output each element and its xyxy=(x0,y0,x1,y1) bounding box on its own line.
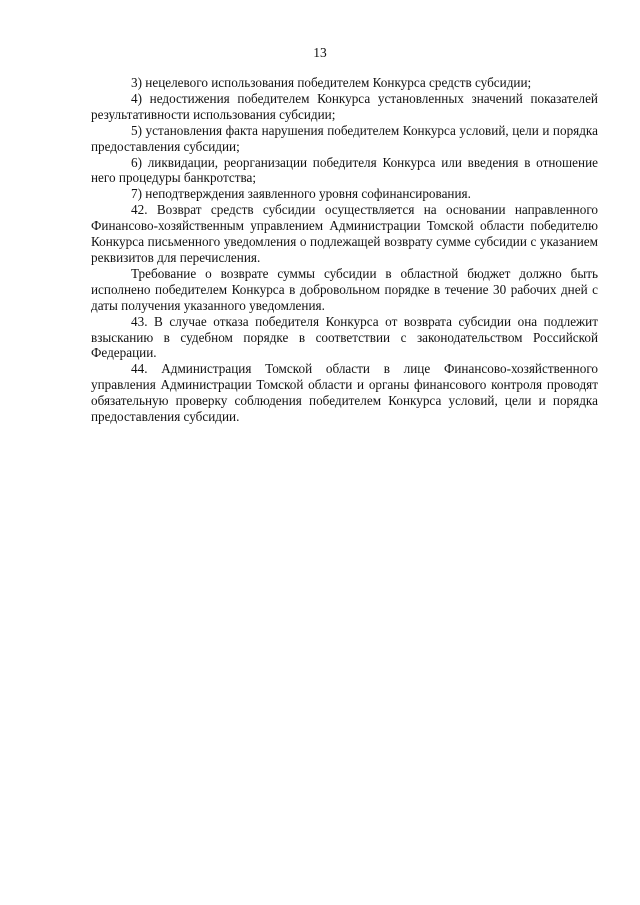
document-body xyxy=(91,75,598,425)
list-item-3-misuse: 3) нецелевого использования победителем Конкурса средств субсидии; xyxy=(131,75,532,90)
clause-42-requirement: Требование о возврате суммы субсидии в областной бюджет должно быть исполнено победителем Конкурса в добровольном порядке в течение 30 рабочих дней с даты получения указанного уведомления. xyxy=(91,265,598,313)
clause-43-court-recovery: 43. В случае отказа победителя Конкурса от возврата субсидии она подлежит взысканию в судебном порядке в соответствии с законодательством Российской Федерации. xyxy=(91,313,598,361)
list-item-7-cofinancing: 7) неподтверждения заявленного уровня софинансирования. xyxy=(131,186,471,202)
clause-44-audit: 44. Администрация Томской области в лице Финансово-хозяйственного управления Администрации Томской области и органы финансового контроля проводят обязательную проверку соблюдения победителем Конкурса условий, цели и порядка предоставления субсидии. xyxy=(91,361,598,425)
clause-42-refund: 42. Возврат средств субсидии осуществляется на основании направленного Финансово-хозяйственным управлением Администрации Томской области победителю Конкурса письменного уведомления о подлежащей возврату сумме субсидии с указанием реквизитов для перечисления. xyxy=(91,202,598,265)
list-item-4-indicators: 4) недостижения победителем Конкурса установленных значений показателей результативности использования субсидии; xyxy=(91,90,598,122)
list-item-6-liquidation: 6) ликвидации, реорганизации победителя Конкурса или введения в отношение него процедуры банкротства; xyxy=(91,154,598,186)
list-item-5-violation: 5) установления факта нарушения победителем Конкурса условий, цели и порядка предоставления субсидии; xyxy=(91,122,598,154)
page-number: 13 xyxy=(313,45,327,60)
